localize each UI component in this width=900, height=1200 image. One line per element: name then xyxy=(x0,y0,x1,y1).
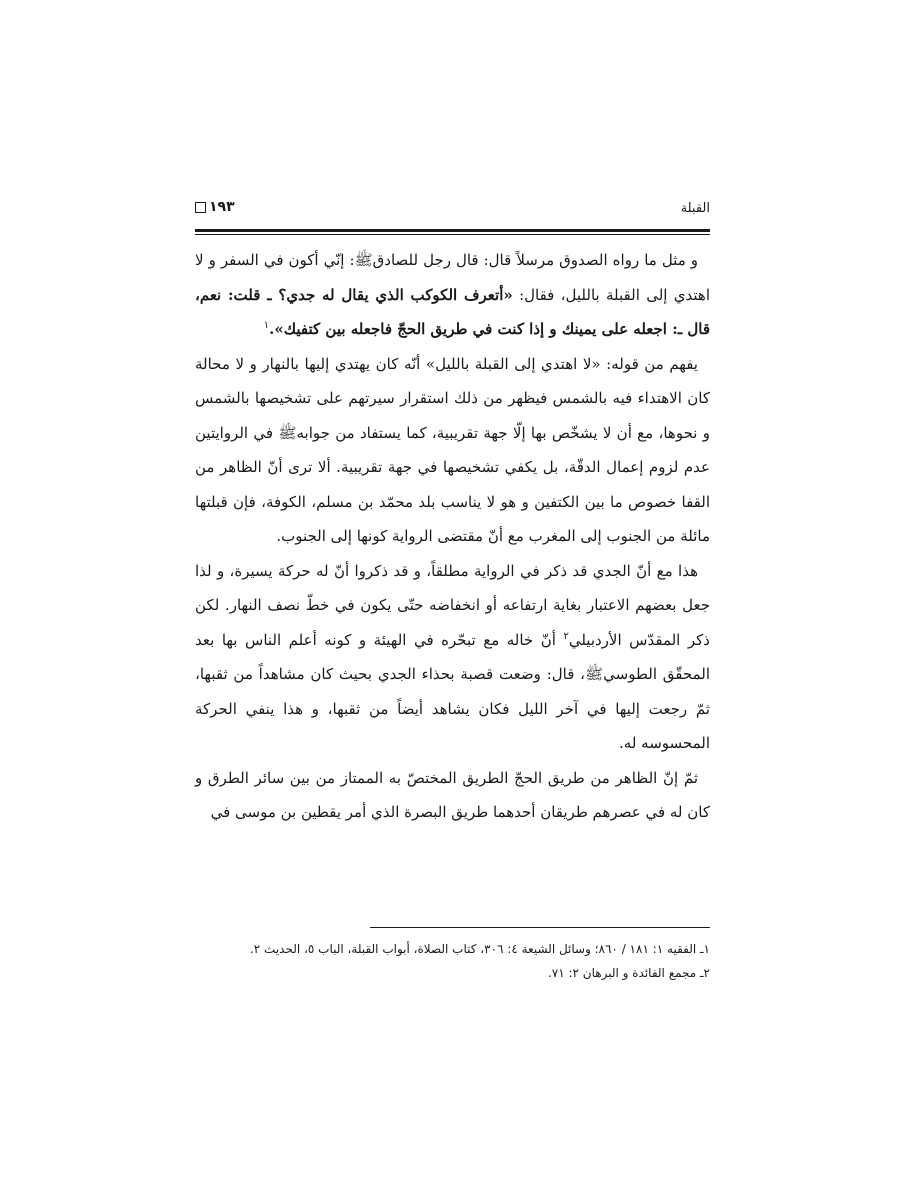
page-number-text: ١٩٣ xyxy=(209,199,235,215)
footnote-ref-2: ٢ xyxy=(563,630,569,642)
document-page xyxy=(195,195,710,995)
footnote-1: ١ـ الفقيه ١: ١٨١ / ٨٦٠؛ وسائل الشيعة ٤: ٣٠٦، كتاب الصلاة، أبواب القبلة، الباب ٥، الحديث ٢. xyxy=(249,942,710,956)
chapter-title: القبلة xyxy=(680,201,710,216)
paragraph-4-text: ثمّ إنّ الظاهر من طريق الحجّ الطريق المختصّ به الممتاز من بين سائر الطرق و كان له في عصرهم طريقان أحدهما طريق البصرة الذي أمر يقطين بن موسى في xyxy=(195,768,710,821)
header-rule xyxy=(195,229,710,235)
paragraph-3 xyxy=(195,554,710,761)
paragraph-3-text: هذا مع أنّ الجدي قد ذكر في الرواية مطلقاً، و قد ذكروا أنّ له حركة يسيرة، و لذا جعل بعضهم الاعتبار بغاية ارتفاعه أو انخفاضه حتّى يكون في خطّ نصف النهار. لكن ذكر المقدّس الأردبيلي xyxy=(195,561,710,649)
body-text xyxy=(195,243,710,830)
paragraph-3-text-after: أنّ خاله مع تبحّره في الهيئة و كونه أعلم الناس بها بعد المحقّق الطوسيﷺ، قال: وضعت قصبة بحذاء الجدي بحيث كان مشاهداً من ثقبها، ثمّ رجعت إليها في آخر الليل فكان يشاهد أيضاً من ثقبها، و هذا ينفي الحركة المحسوسه له. xyxy=(195,630,710,752)
paragraph-4 xyxy=(195,761,710,830)
paragraph-2 xyxy=(195,347,710,554)
footnote-separator xyxy=(370,927,710,928)
running-header xyxy=(195,195,710,229)
footnote-2: ٢ـ مجمع الفائدة و البرهان ٢: ٧١. xyxy=(547,966,710,980)
page-number xyxy=(195,199,235,215)
square-bullet-icon xyxy=(195,202,206,213)
paragraph-1-quote: «أتعرف الكوكب الذي يقال له جدي؟ ـ قلت: نعم، قال ـ: اجعله على يمينك و إذا كنت في طريق الحجّ فاجعله بين كتفيك». xyxy=(195,285,710,338)
paragraph-1-text: و مثل ما رواه الصدوق مرسلاً قال: قال رجل للصادقﷺ: إنّي أكون في السفر و لا اهتدي إلى القبلة بالليل، فقال: xyxy=(195,251,710,304)
paragraph-2-text: يفهم من قوله: «لا اهتدي إلى القبلة بالليل» أنّه كان يهتدي إليها بالنهار و لا محالة كان الاهتداء فيه بالشمس فيظهر من ذلك استقرار سيرتهم على تشخيصها بالشمس و نحوها، مع أن لا يشخّص بها إلّا جهة تقريبية، كما يستفاد من جوابهﷺ في الروايتين عدم لزوم إعمال الدقّة، بل يكفي تشخيصها في جهة تقريبية. ألا ترى أنّ الظاهر من القفا خصوص ما بين الكتفين و هو لا يناسب بلد محمّد بن مسلم، الكوفة، فإن قبلتها مائلة من الجنوب إلى المغرب مع أنّ مقتضى الرواية كونها إلى الجنوب. xyxy=(195,354,710,545)
footnotes xyxy=(195,937,710,985)
paragraph-1 xyxy=(195,243,710,347)
footnote-ref-1: ١ xyxy=(263,320,270,331)
